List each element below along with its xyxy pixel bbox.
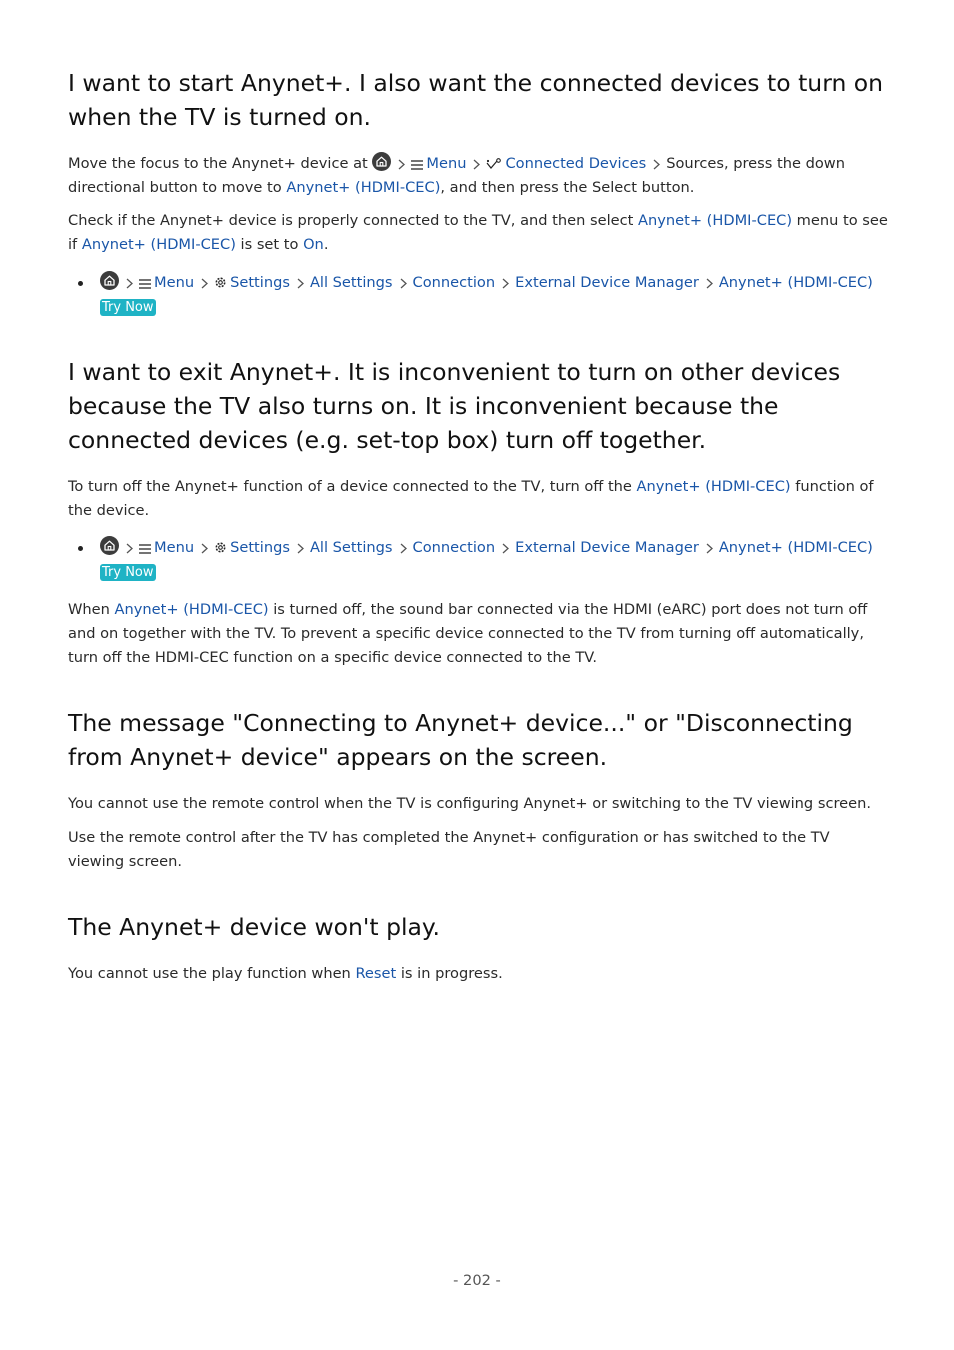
chevron-right-icon (473, 159, 480, 170)
try-now-button[interactable]: Try Now (102, 300, 154, 315)
chevron-right-icon (400, 543, 407, 554)
reset-link[interactable]: Reset (355, 965, 397, 982)
nav-settings-link[interactable]: Settings (230, 274, 290, 291)
menu-icon (411, 160, 423, 170)
paragraph-message-1: You cannot use the remote control when the TV is configuring Anynet+ or switching to the TV viewing screen. (68, 795, 871, 812)
chevron-right-icon (398, 159, 405, 170)
anynet-hdmi-cec-link[interactable]: Anynet+ (HDMI-CEC) (81, 236, 236, 253)
settings-path-bullet (68, 271, 920, 319)
bullet-dot (78, 546, 83, 551)
chevron-right-icon (400, 278, 407, 289)
settings-path-bullet (68, 536, 920, 584)
home-icon (100, 271, 119, 290)
menu-icon (139, 279, 151, 289)
chevron-right-icon (201, 543, 208, 554)
try-now-button[interactable]: Try Now (102, 565, 154, 580)
nav-connection-link[interactable]: Connection (412, 274, 496, 291)
nav-external-device-manager-link[interactable]: External Device Manager (515, 539, 699, 556)
home-icon (100, 536, 119, 555)
chevron-right-icon (653, 159, 660, 170)
nav-all-settings-link[interactable]: All Settings (309, 539, 393, 556)
nav-menu-link[interactable]: Menu (154, 274, 195, 291)
on-value-link[interactable]: On (303, 236, 324, 253)
chevron-right-icon (126, 278, 133, 289)
gear-icon (214, 276, 227, 289)
chevron-right-icon (502, 278, 509, 289)
nav-menu-link[interactable]: Menu (426, 155, 467, 172)
paragraph-start-1: Move the focus to the Anynet+ device at Menu Connected Devices Sources, press the down directional button to move to Anynet+ (HDMI-CEC), and then press the Select button. (68, 152, 888, 200)
page-number: - 202 - (453, 1272, 501, 1289)
nav-connection-link[interactable]: Connection (412, 539, 496, 556)
menu-icon (139, 544, 151, 554)
nav-connected-devices-link[interactable]: Connected Devices (505, 155, 647, 172)
chevron-right-icon (297, 543, 304, 554)
paragraph-start-2: Check if the Anynet+ device is properly connected to the TV, and then select Anynet+ (HDMI-CEC) menu to see if Anynet+ (HDMI-CEC) is set to On. (68, 212, 888, 253)
nav-anynet-link[interactable]: Anynet+ (HDMI-CEC) (718, 274, 873, 291)
paragraph-exit-2: When Anynet+ (HDMI-CEC) is turned off, the sound bar connected via the HDMI (eARC) port does not turn off and on together with the TV. To prevent a specific device connected to the TV from turning off automatically, turn off the HDMI-CEC function on a specific device connected to the TV. (68, 601, 868, 666)
paragraph-message-2: Use the remote control after the TV has completed the Anynet+ configuration or has switched to the TV viewing screen. (68, 829, 830, 870)
section-heading-start-anynet: I want to start Anynet+. I also want the connected devices to turn on when the TV is turned on. (68, 69, 884, 131)
gear-icon (214, 541, 227, 554)
chevron-right-icon (706, 543, 713, 554)
bullet-dot (78, 281, 83, 286)
anynet-hdmi-cec-link[interactable]: Anynet+ (HDMI-CEC) (638, 212, 793, 229)
connected-devices-icon (486, 158, 502, 170)
section-heading-exit-anynet: I want to exit Anynet+. It is inconvenient to turn on other devices because the TV also turns on. It is inconvenient because the connected devices (e.g. set-top box) turn off together. (68, 358, 841, 454)
chevron-right-icon (126, 543, 133, 554)
paragraph-exit-1: To turn off the Anynet+ function of a device connected to the TV, turn off the Anynet+ (HDMI-CEC) function of the device. (68, 478, 874, 519)
chevron-right-icon (502, 543, 509, 554)
chevron-right-icon (201, 278, 208, 289)
chevron-right-icon (706, 278, 713, 289)
paragraph-wont-play: You cannot use the play function when Reset is in progress. (68, 965, 503, 982)
section-heading-connecting-message: The message "Connecting to Anynet+ device..." or "Disconnecting from Anynet+ device" appears on the screen. (68, 709, 853, 771)
home-icon (372, 152, 391, 171)
nav-external-device-manager-link[interactable]: External Device Manager (515, 274, 699, 291)
anynet-hdmi-cec-link[interactable]: Anynet+ (HDMI-CEC) (286, 179, 441, 196)
nav-settings-link[interactable]: Settings (230, 539, 290, 556)
section-heading-wont-play: The Anynet+ device won't play. (68, 913, 440, 941)
chevron-right-icon (297, 278, 304, 289)
nav-menu-link[interactable]: Menu (154, 539, 195, 556)
anynet-hdmi-cec-link[interactable]: Anynet+ (HDMI-CEC) (114, 601, 269, 618)
nav-anynet-link[interactable]: Anynet+ (HDMI-CEC) (718, 539, 873, 556)
anynet-hdmi-cec-link[interactable]: Anynet+ (HDMI-CEC) (636, 478, 791, 495)
nav-all-settings-link[interactable]: All Settings (309, 274, 393, 291)
